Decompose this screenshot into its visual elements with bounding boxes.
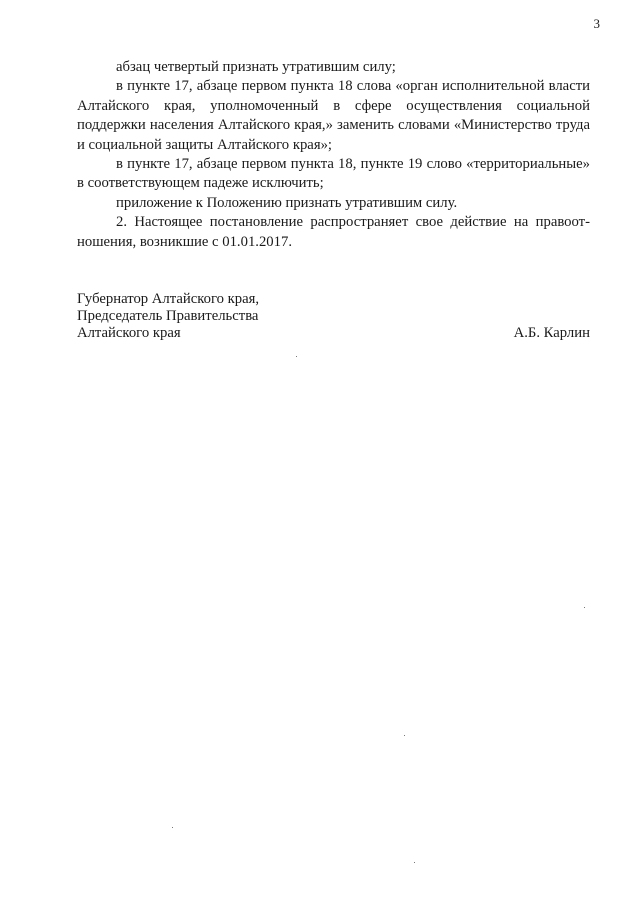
paragraph: в пункте 17, абзаце первом пункта 18, пункте 19 слово «территориальные» в соответствующем падеже исключить; [77, 156, 590, 192]
scan-speck [172, 827, 173, 828]
paragraph: абзац четвертый признать утратившим силу; [116, 59, 396, 75]
signatory-title-line: Губернатор Алтайского края, [77, 291, 260, 307]
document-body [77, 58, 590, 252]
signature-block [77, 291, 590, 341]
signatory-title-line: Председатель Правительства [77, 307, 259, 324]
scan-speck [296, 356, 297, 357]
signatory-name: А.Б. Карлин [513, 324, 590, 341]
paragraph: 2. Настоящее постановление распространяет свое действие на правоотношения, возникшие с 01.01.2017. [77, 214, 590, 250]
paragraph: в пункте 17, абзаце первом пункта 18 слова «орган исполнительной власти Алтайского края, уполномоченный в сфере осуществления социальной поддержки населения Алтайского края,» заменить словами «Министерство труда и социальной защиты Алтайского края»; [77, 78, 590, 153]
scan-speck [414, 862, 415, 863]
scan-speck [584, 607, 585, 608]
page-number: 3 [593, 16, 600, 31]
paragraph: приложение к Положению признать утратившим силу. [116, 194, 458, 211]
signatory-title-line: Алтайского края [77, 324, 181, 341]
scan-speck [404, 735, 405, 736]
